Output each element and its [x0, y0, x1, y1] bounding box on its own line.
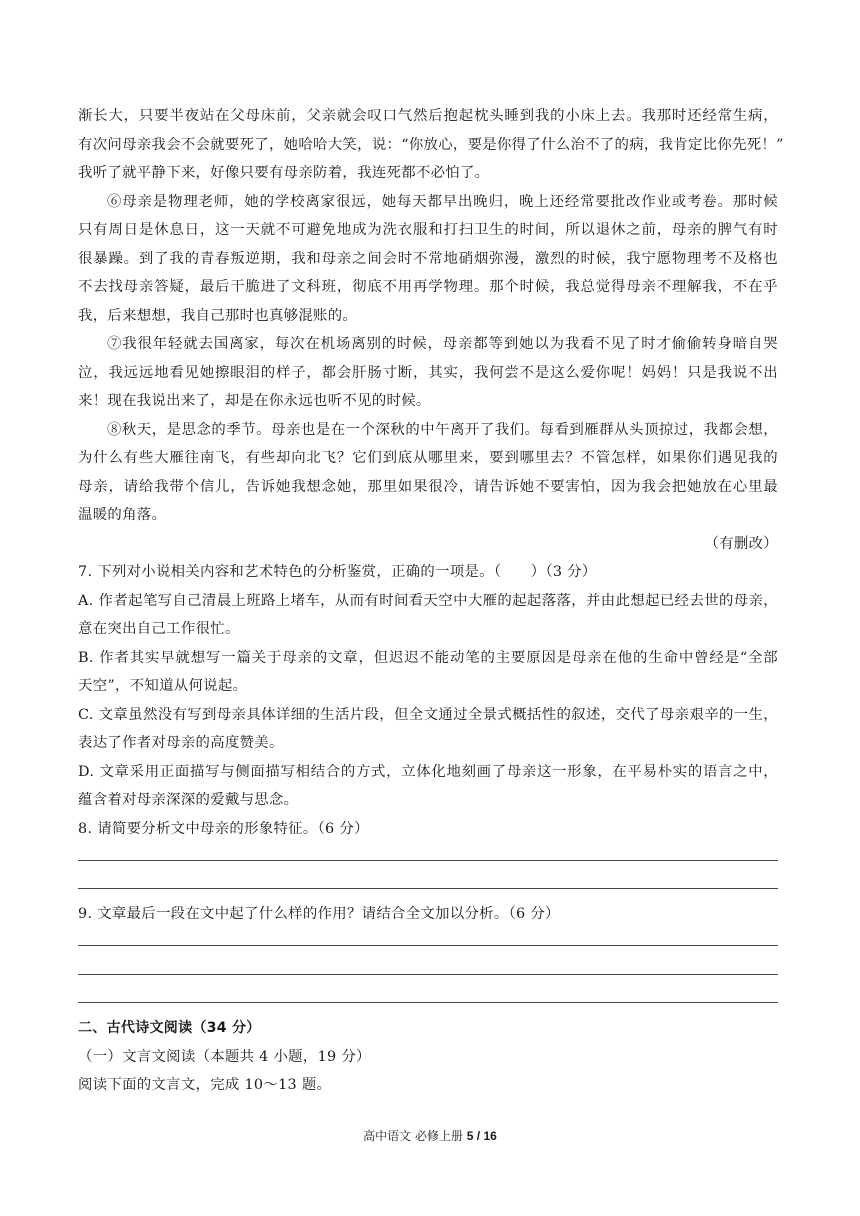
text-line: 泣，我远远地看见她擦眼泪的样子，都会肝肠寸断，其实，我何尝不是这么爱你呢！妈妈！只是我说不出 — [78, 364, 778, 381]
section-heading: 二、古代诗文阅读（34 分） — [78, 1020, 261, 1036]
passage-paragraph-5-tail — [78, 102, 784, 188]
page-number: 5 / 16 — [466, 1129, 497, 1143]
option-a[interactable] — [78, 587, 778, 644]
answer-line[interactable] — [78, 986, 778, 1015]
text-line: 母亲，请给我带个信儿，告诉她我想念她，那里如果很冷，请告诉她不要害怕，因为我会把她放在心里最 — [78, 478, 778, 495]
text-line: 我听了就平静下来，好像只要有母亲防着，我连死都不必怕了。 — [78, 165, 490, 181]
text-line: 不去找母亲答疑，最后干脆进了文科班，彻底不用再学物理。那个时候，我总觉得母亲不理解我，不在乎 — [78, 279, 778, 295]
question-stem: 8. 请简要分析文中母亲的形象特征。（6 分） — [78, 820, 369, 837]
option-text: A. 作者起笔写自己清晨上班路上堵车，从而有时间看天空中大雁的起起落落，并由此想起已经去世的母亲， — [78, 592, 778, 609]
page-footer — [0, 1127, 860, 1144]
text-line: 渐长大，只要半夜站在父母床前，父亲就会叹口气然后抱起枕头睡到我的小床上去。我那时还经常生病， — [78, 108, 778, 124]
option-text: B. 作者其实早就想写一篇关于母亲的文章，但迟迟不能动笔的主要原因是母亲在他的生命中曾经是“全部 — [78, 649, 778, 666]
text-line: 我，后来想想，我自己那时也真够混账的。 — [78, 307, 358, 324]
passage-paragraph-8 — [78, 416, 778, 530]
question-stem: 7. 下列对小说相关内容和艺术特色的分析鉴赏，正确的一项是。（ ）（3 分） — [78, 564, 597, 580]
option-text: D. 文章采用正面描写与侧面描写相结合的方式，立体化地刻画了母亲这一形象，在平易朴实的语言之中， — [78, 763, 778, 780]
question-9 — [78, 900, 778, 1014]
text-line: ⑧秋天，是思念的季节。母亲也是在一个深秋的中午离开了我们。每看到雁群从头顶掠过，我都会想， — [107, 421, 778, 438]
abridged-note: （有删改） — [704, 535, 778, 552]
answer-line[interactable] — [78, 957, 778, 986]
option-text: 意在突出自己工作很忙。 — [78, 621, 240, 637]
question-7 — [78, 558, 778, 815]
text-line: 为什么有些大雁往南飞，有些却向北飞？它们到底从哪里来，要到哪里去？不管怎样，如果你们遇见我的 — [78, 450, 778, 466]
option-text: C. 文章虽然没有写到母亲具体详细的生活片段，但全文通过全景式概括性的叙述，交代了母亲艰辛的一生， — [78, 706, 778, 723]
answer-line[interactable] — [78, 843, 778, 872]
text-line: 来！现在我说出来了，却是在你永远也听不见的时候。 — [78, 393, 431, 409]
page-content — [78, 102, 784, 1100]
option-text: 天空”，不知道从何说起。 — [78, 678, 248, 694]
option-d[interactable] — [78, 758, 778, 815]
text-line: ⑥母亲是物理老师，她的学校离家很远，她每天都早出晚归，晚上还经常要批改作业或考卷。那时候 — [107, 193, 778, 210]
passage-paragraph-7 — [78, 330, 778, 416]
text-line: 只有周日是休息日，这一天就不可避免地成为洗衣服和打扫卫生的时间，所以退休之前，母亲的脾气有时 — [78, 222, 778, 238]
passage-paragraph-6 — [78, 188, 778, 331]
option-text: 表达了作者对母亲的高度赞美。 — [78, 735, 284, 751]
text-line: 温暖的角落。 — [78, 507, 167, 523]
footer-label: 高中语文 必修上册 — [363, 1129, 467, 1143]
option-c[interactable] — [78, 701, 778, 758]
option-b[interactable] — [78, 644, 778, 701]
answer-line[interactable] — [78, 929, 778, 958]
subsection-heading: （一）文言文阅读（本题共 4 小题，19 分） — [78, 1048, 371, 1065]
text-line: 有次问母亲我会不会就要死了，她哈哈大笑，说：“你放心，要是你得了什么治不了的病，我肯定比你先死！” — [78, 136, 784, 153]
question-stem: 9. 文章最后一段在文中起了什么样的作用？请结合全文加以分析。（6 分） — [78, 906, 560, 922]
text-line: 很暴躁。到了我的青春叛逆期，我和母亲之间会时不常地硝烟弥漫，激烈的时候，我宁愿物理考不及格也 — [78, 250, 778, 267]
answer-line[interactable] — [78, 872, 778, 901]
instruction-text: 阅读下面的文言文，完成 10～13 题。 — [78, 1077, 332, 1093]
question-8 — [78, 815, 778, 901]
option-text: 蕴含着对母亲深深的爱戴与思念。 — [78, 792, 299, 808]
text-line: ⑦我很年轻就去国离家，每次在机场离别的时候，母亲都等到她以为我看不见了时才偷偷转身暗自哭 — [107, 336, 778, 352]
